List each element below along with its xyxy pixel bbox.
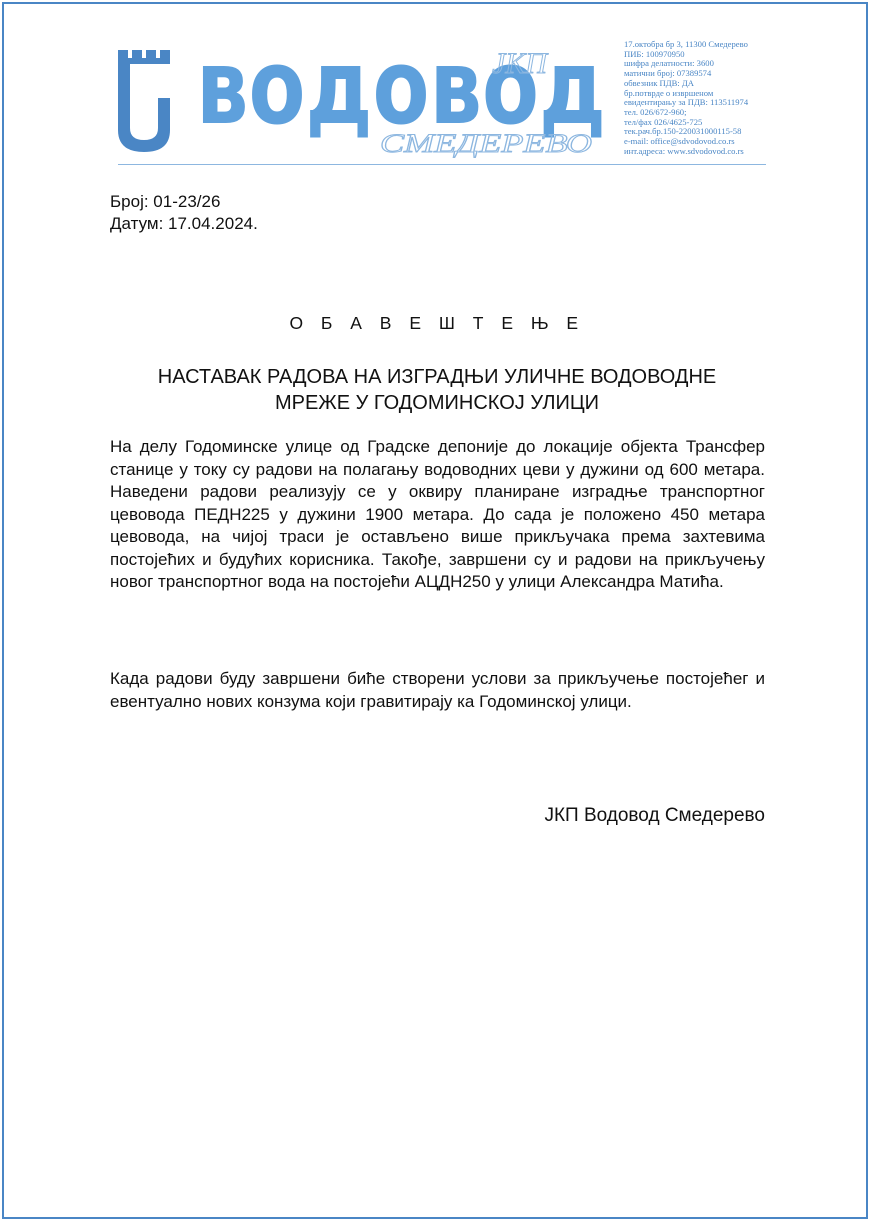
reference-block [110,191,258,235]
contact-line: евидентирању за ПДВ: 113511974 [624,97,749,108]
contact-line: 17.октобра бр 3, 11300 Смедерево [624,39,748,49]
contact-line: инт.адреса: www.sdvodovod.co.rs [624,145,744,156]
subject-line: НАСТАВАК РАДОВА НА ИЗГРАДЊИ УЛИЧНЕ ВОДОВОДНЕ [157,366,717,388]
notice-title: О Б А В Е Ш Т Е Њ Е [289,313,585,333]
header-divider [118,164,766,165]
body-paragraph: Када радови буду завршени биће створени услови за прикључење постојећег и евентуално нових конзума који гравитирају ка Годоминској улици. [110,669,765,711]
body-paragraph: На делу Годоминске улице од Градске депоније до локације објекта Трансфер станице у току су радови на полагању водоводних цеви у дужини од 600 метара. Наведени радови реализују се у оквиру планиране изградње транспортног цевовода ПЕДН225 у дужини 1900 метара. До сада је положено 450 метара цевовода, на чијој траси је остављено више прикључака према захтевима постојећих и будућих корисника. Такође, завршени су и радови на прикључењу новог транспортног вода на постојећи АЦДН250 у улици Александра Матића. [110,437,765,591]
subject-line: МРЕЖЕ У ГОДОМИНСКОЈ УЛИЦИ [274,392,600,414]
contact-line: матични број: 07389574 [624,68,712,79]
contact-line: тел. 026/672-960; [624,106,687,117]
logo-city: СМЕДЕРЕВО [380,129,593,158]
contact-line: обвезник ПДВ: ДА [624,77,694,88]
contact-line: тек.рач.бр.150-220031000115-58 [624,126,742,137]
contact-line: бр.потврде о извршеном [624,87,714,98]
logo-wordmark: водовод [196,28,606,148]
contact-line: e-mail: office@sdvodovod.co.rs [624,136,735,147]
contact-line: тел/фах 026/4625-725 [624,116,703,127]
contact-line: шифра делатности: 3600 [624,58,714,69]
company-contact-info [624,40,774,156]
logo-org-type: ЈКП [492,47,547,80]
signature: ЈКП Водовод Смедерево [544,805,765,826]
page-border [2,2,868,1219]
company-logo [112,28,622,168]
letterhead [112,28,766,168]
document-date: Датум: 17.04.2024. [110,214,258,233]
document-number: Број: 01-23/26 [110,192,221,211]
contact-line: ПИБ: 100970950 [624,48,685,59]
tower-icon [118,50,170,152]
notice-subject [0,364,874,416]
